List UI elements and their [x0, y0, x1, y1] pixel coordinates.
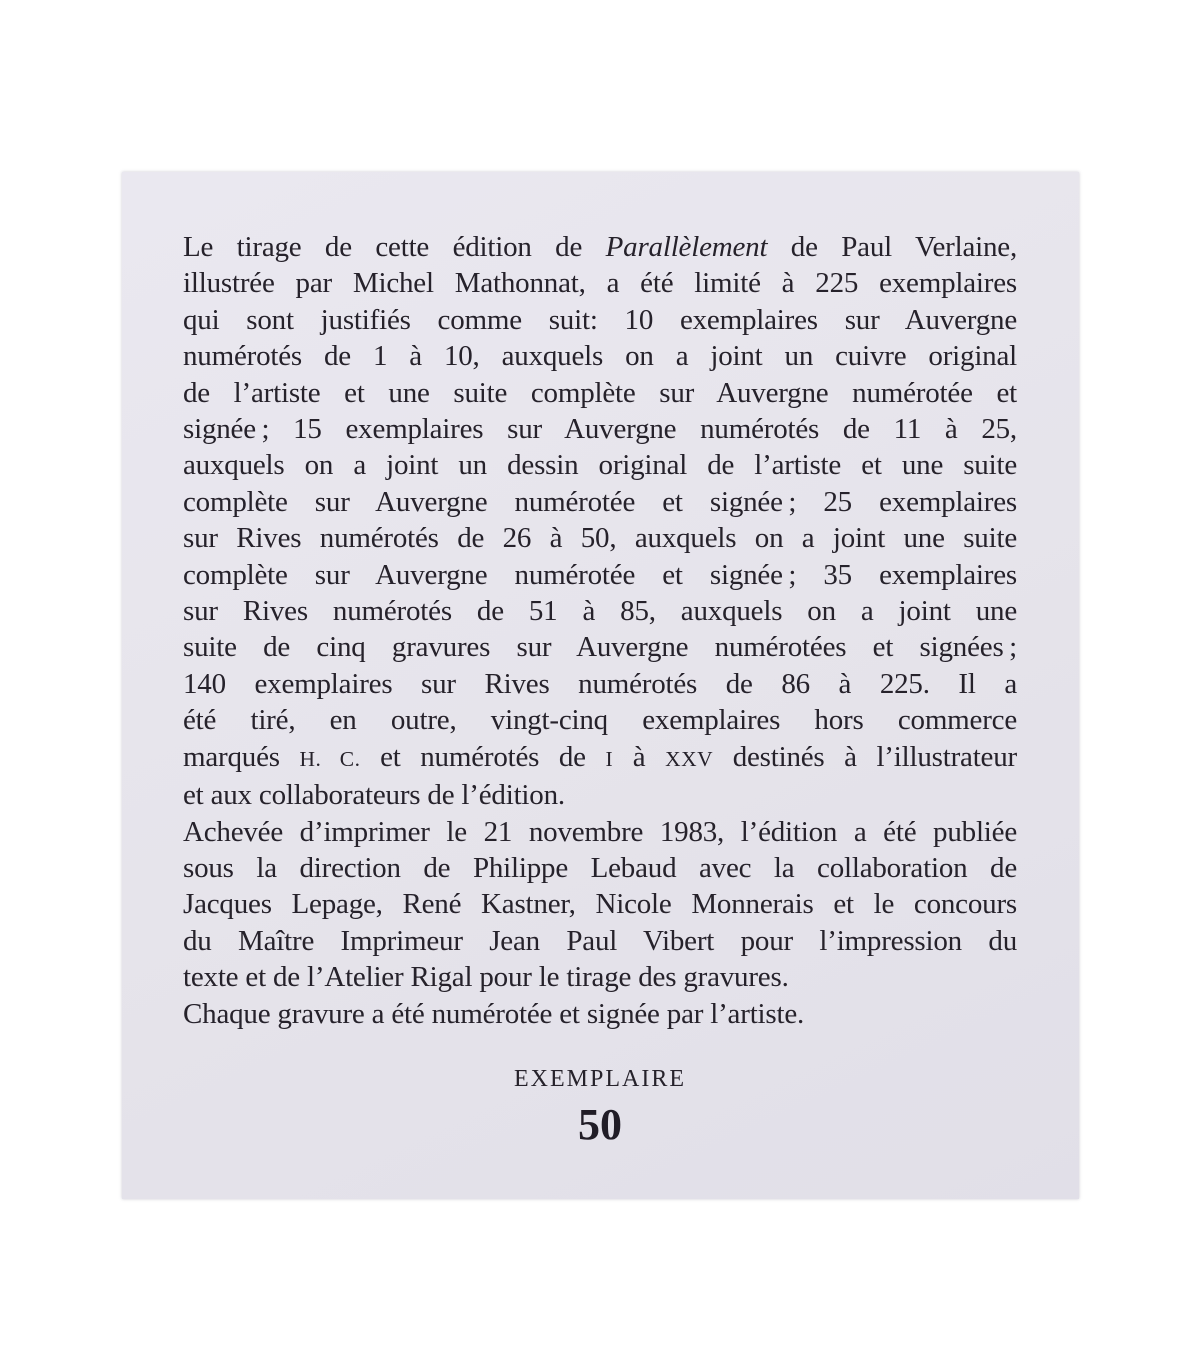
roman-numeral-smallcaps: XXV: [665, 746, 714, 771]
colophon-line: Achevée d’imprimer le 21 novembre 1983, l’édition a été publiée: [183, 815, 1017, 848]
hors-commerce-smallcaps: H. C.: [299, 746, 361, 771]
colophon-line: sur Rives numérotés de 51 à 85, auxquels on a joint une: [183, 595, 1017, 628]
colophon-line: [183, 739, 1017, 777]
colophon-line: du Maître Imprimeur Jean Paul Vibert pour l’impression du: [183, 924, 1017, 957]
colophon-line: sous la direction de Philippe Lebaud avec la collaboration de: [183, 851, 1017, 884]
colophon-line: illustrée par Michel Mathonnat, a été limité à 225 exemplaires: [183, 267, 1017, 300]
colophon-line: complète sur Auvergne numérotée et signée ; 25 exemplaires: [183, 485, 1017, 518]
colophon-line: 140 exemplaires sur Rives numérotés de 86 à 225. Il a: [183, 667, 1017, 700]
colophon-line: numérotés de 1 à 10, auxquels on a joint un cuivre original: [183, 340, 1017, 373]
colophon-line: signée ; 15 exemplaires sur Auvergne numérotés de 11 à 25,: [183, 413, 1017, 446]
colophon-line: complète sur Auvergne numérotée et signée ; 35 exemplaires: [183, 558, 1017, 591]
book-page: [122, 172, 1079, 1199]
colophon-line: de l’artiste et une suite complète sur Auvergne numérotée et: [183, 376, 1017, 409]
line-text: destinés à l’illustrateur: [713, 740, 1017, 773]
colophon-text-block: [183, 229, 1017, 1032]
colophon-line: suite de cinq gravures sur Auvergne numérotées et signées ;: [183, 631, 1017, 664]
line-text: Le tirage de cette édition de: [183, 231, 606, 263]
colophon-line: et aux collaborateurs de l’édition.: [183, 779, 565, 812]
colophon-line: été tiré, en outre, vingt-cinq exemplaires hors commerce: [183, 704, 1017, 737]
line-text: à: [613, 740, 666, 773]
book-title-italic: Parallèlement: [605, 231, 768, 263]
colophon-line: Chaque gravure a été numérotée et signée par l’artiste.: [183, 997, 805, 1030]
colophon-line: auxquels on a joint un dessin original de l’artiste et une suite: [183, 449, 1017, 482]
line-text: marqués: [183, 740, 300, 773]
colophon-line: qui sont justifiés comme suit: 10 exemplaires sur Auvergne: [183, 303, 1017, 336]
copy-number: 50: [578, 1100, 622, 1149]
colophon-line: texte et de l’Atelier Rigal pour le tirage des gravures.: [183, 961, 789, 994]
roman-numeral-smallcaps: I: [605, 746, 614, 771]
exemplaire-heading: EXEMPLAIRE: [514, 1066, 686, 1092]
line-text: et numérotés de: [360, 740, 606, 773]
line-text: de Paul Verlaine,: [767, 231, 1018, 263]
colophon-line: sur Rives numérotés de 26 à 50, auxquels on a joint une suite: [183, 522, 1017, 555]
colophon-line: Jacques Lepage, René Kastner, Nicole Monnerais et le concours: [183, 888, 1017, 921]
colophon-line: [183, 229, 1017, 265]
